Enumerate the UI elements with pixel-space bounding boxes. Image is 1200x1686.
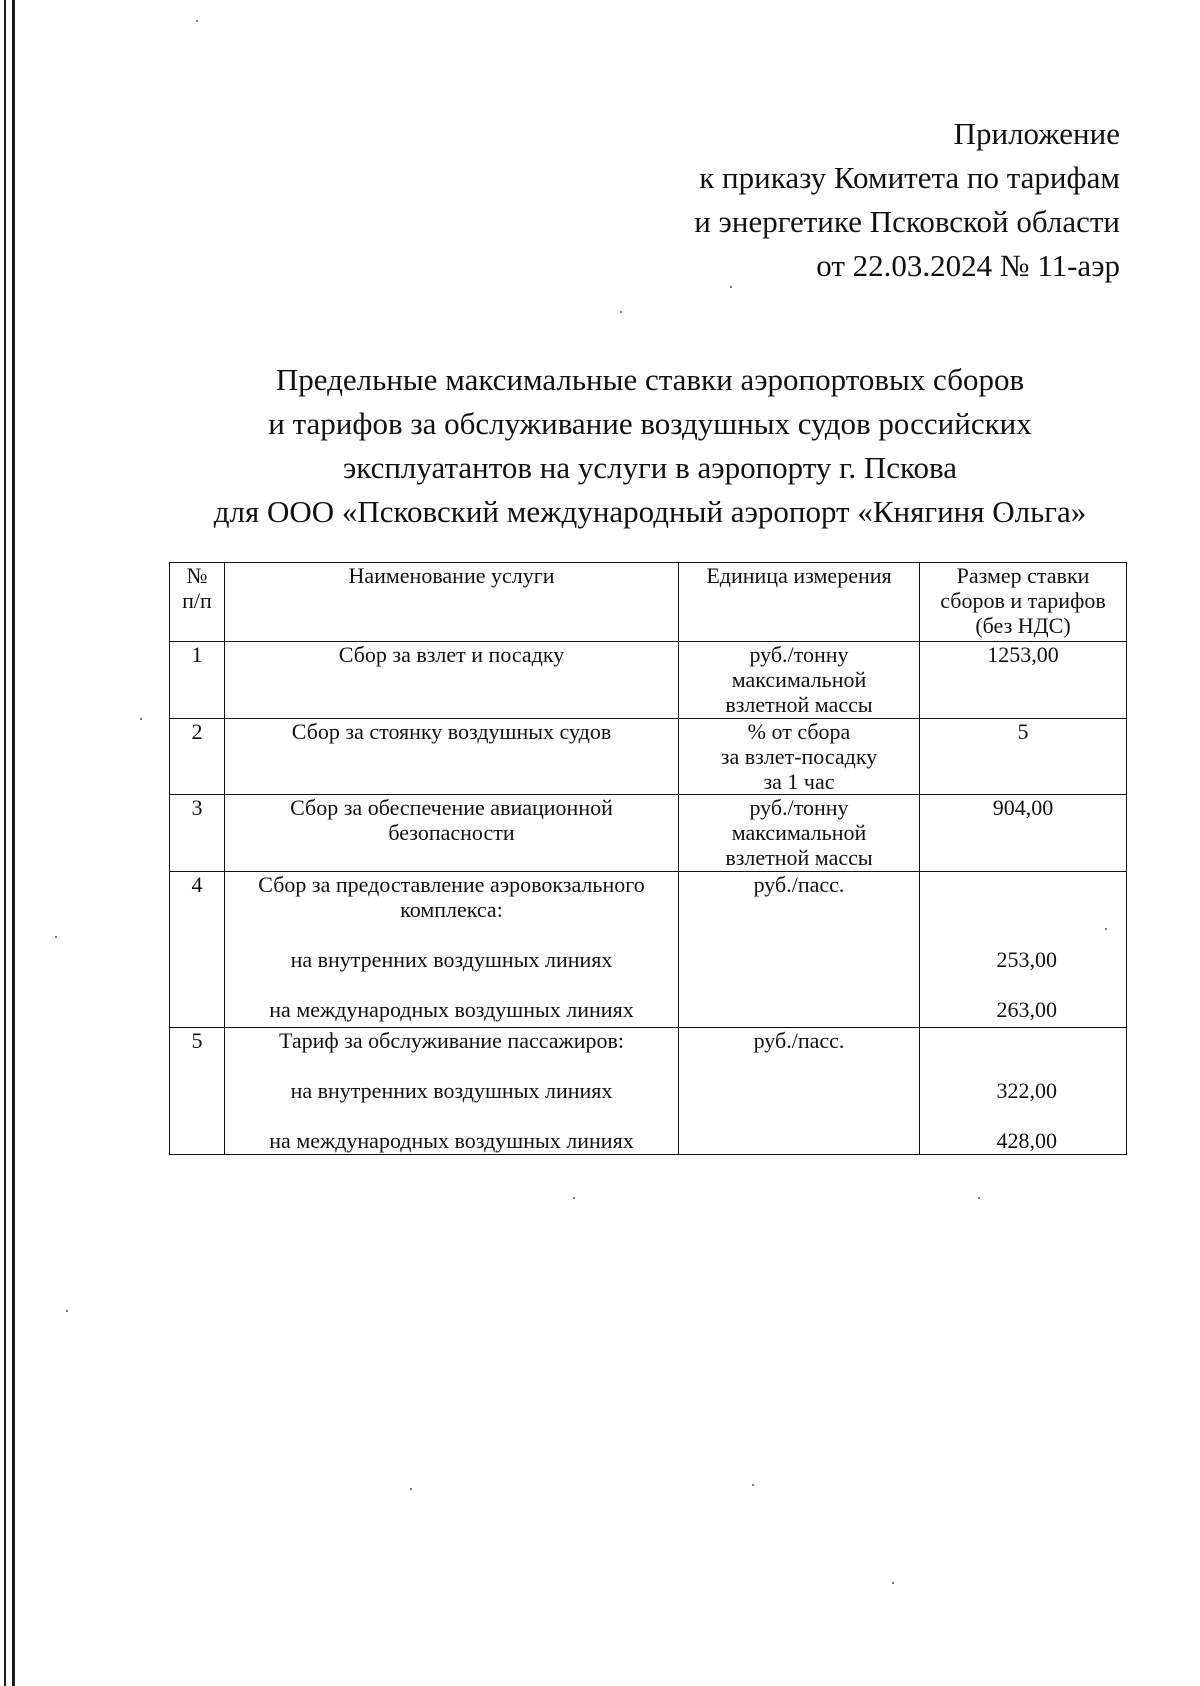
scan-speck (140, 718, 142, 720)
row-number: 5 (170, 1028, 225, 1155)
scan-speck (892, 1582, 894, 1584)
rate-value: 904,00 (920, 795, 1127, 872)
appendix-label: Приложение (953, 116, 1120, 151)
domestic-lines-label: на внутренних воздушных линиях (290, 1078, 613, 1103)
scan-speck (573, 1197, 575, 1199)
table-row (170, 795, 1127, 872)
domestic-lines-label: на внутренних воздушных линиях (290, 947, 613, 972)
rate-international: 263,00 (996, 997, 1057, 1022)
order-date-number: от 22.03.2024 № 11-аэр (816, 248, 1120, 283)
scan-speck (410, 1488, 412, 1490)
title-line: Предельные максимальные ставки аэропортовых сборов (275, 362, 1025, 397)
appendix-header (694, 112, 1120, 288)
rate-value (920, 872, 1127, 1028)
row-number: 4 (170, 872, 225, 1028)
scan-speck (196, 20, 198, 22)
unit-of-measure: руб./тонну максимальной взлетной массы (679, 795, 920, 872)
scan-edge-line (12, 0, 15, 1686)
international-lines-label: на международных воздушных линиях (269, 1128, 634, 1153)
unit-of-measure: руб./пасс. (679, 1028, 920, 1155)
service-name: Сбор за обеспечение авиационной безопасности (225, 795, 679, 872)
service-name: Сбор за взлет и посадку (225, 642, 679, 719)
scan-speck (66, 1310, 68, 1312)
rate-value: 5 (920, 719, 1127, 795)
rate-value (920, 1028, 1127, 1155)
service-name: Сбор за стоянку воздушных судов (225, 719, 679, 795)
row-number: 3 (170, 795, 225, 872)
title-line: эксплуатантов на услуги в аэропорту г. Пскова (342, 450, 957, 485)
table-row (170, 642, 1127, 719)
rate-value: 1253,00 (920, 642, 1127, 719)
table-header-row (170, 563, 1127, 642)
scan-speck (752, 1484, 754, 1486)
order-reference-line: к приказу Комитета по тарифам (699, 160, 1120, 195)
rate-international: 428,00 (996, 1128, 1057, 1153)
unit-of-measure: руб./тонну максимальной взлетной массы (679, 642, 920, 719)
scan-speck (978, 1197, 980, 1199)
service-name: Сбор за предоставление аэровокзального комплекса: на внутренних воздушных линиях на международных воздушных линиях (225, 872, 679, 1028)
title-line: для ООО «Псковский международный аэропорт «Княгиня Ольга» (213, 494, 1087, 529)
rates-table (169, 562, 1127, 1155)
row-number: 1 (170, 642, 225, 719)
service-name: Тариф за обслуживание пассажиров: на внутренних воздушных линиях на международных воздушных линиях (225, 1028, 679, 1155)
scan-edge-line (4, 0, 6, 1686)
scan-speck (620, 311, 622, 313)
scan-speck (55, 936, 57, 938)
header-rate: Размер ставки сборов и тарифов (без НДС) (920, 563, 1127, 642)
header-unit: Единица измерения (679, 563, 920, 642)
unit-of-measure: % от сбора за взлет-посадку за 1 час (679, 719, 920, 795)
rate-domestic: 322,00 (996, 1078, 1057, 1103)
rate-domestic: 253,00 (996, 947, 1057, 972)
document-title (140, 358, 1160, 534)
title-line: и тарифов за обслуживание воздушных судов российских (268, 406, 1032, 441)
table-row (170, 719, 1127, 795)
header-service: Наименование услуги (225, 563, 679, 642)
committee-name-line: и энергетике Псковской области (694, 204, 1120, 239)
header-number: № п/п (170, 563, 225, 642)
table-row (170, 1028, 1127, 1155)
table-row (170, 872, 1127, 1028)
unit-of-measure: руб./пасс. (679, 872, 920, 1028)
international-lines-label: на международных воздушных линиях (269, 997, 634, 1022)
row-number: 2 (170, 719, 225, 795)
